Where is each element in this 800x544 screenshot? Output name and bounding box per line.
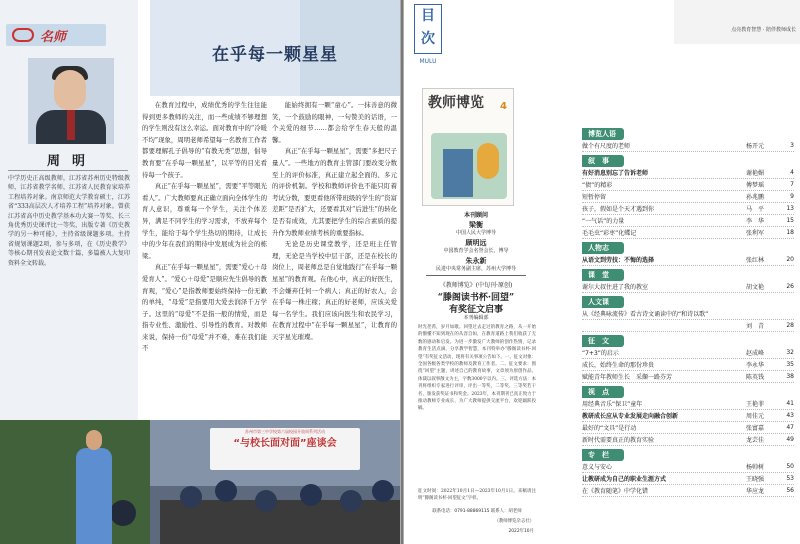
publish-date: 2022年10月 <box>508 529 534 534</box>
toc-entry[interactable] <box>582 227 794 239</box>
toc-entry[interactable] <box>582 359 794 371</box>
advisor-title: 中国教育学会名誉会长，博导 <box>443 248 509 254</box>
toc-page: 47 <box>786 424 794 431</box>
toc-page: 43 <box>786 412 794 419</box>
toc-author: 李 华 <box>746 218 765 225</box>
author-name: 周明 <box>46 154 97 169</box>
toc-entry[interactable] <box>582 215 794 227</box>
contents-heading <box>414 4 442 54</box>
toc-page: 20 <box>786 256 794 263</box>
contest-body: 时光荏苒，岁月如歌。回望过去走过的教育之路，从一开始的懵懂不知到现在的从容自如，在教育道路上我们收获了无数的感动和启发。为进一步激发广大教师的创作热情，记录教育生活点滴，分享教学智慧，本刊特举办“滕阁读书杯·回望”有奖征文活动，现将有关事项公告如下。一、征文对象：全国各级各类学校的教师及教育工作者。二、征文要求：围绕“回望”主题，讲述自己的教育故事，文章须为原创作品，体裁以叙事散文为主，字数3000字以内。三、评选方法：本刊将组织专家进行评审，评出一等奖、二等奖、三等奖若干名，颁发获奖证书和奖金。2023年，本刊期刊已真正致力于推动教师专业成长，为广大教师提供交流平台，欢迎踊跃投稿。 <box>418 325 536 412</box>
toc-title: 最好的“文具”是行动 <box>582 425 637 432</box>
toc-page: 4 <box>790 169 794 176</box>
meeting-photo <box>0 420 400 544</box>
toc-page: 41 <box>786 400 794 407</box>
paragraph: 能始终拥有一颗“童心”。一抹善意的微笑，一个鼓励的眼神，一句赞美的话语，一个关爱的细节……都会给学生春天般的温馨。 <box>272 101 397 144</box>
toc-entry[interactable] <box>582 191 794 203</box>
banner-title: “与校长面对面”座谈会 <box>233 438 337 449</box>
toc-page: 28 <box>786 322 794 329</box>
toc-author: 孙兆鹏 <box>746 194 765 201</box>
toc-entry[interactable] <box>582 398 794 410</box>
toc-page: 35 <box>786 361 794 368</box>
toc-page: 18 <box>786 229 794 236</box>
toc-author: 马 平 <box>746 206 765 213</box>
contact-info: 联系电话：0791-88869115 联系人：胡老师 <box>432 509 522 514</box>
toc-entry[interactable] <box>582 422 794 434</box>
toc-entry[interactable] <box>582 254 794 266</box>
toc-title: 意义与安心 <box>582 464 613 471</box>
toc-title: 让教研成为自己的职业生涯方式 <box>582 476 667 483</box>
toc-author: 王艳菲 <box>746 401 765 408</box>
toc-entry[interactable] <box>582 410 794 422</box>
toc-entry[interactable] <box>582 371 794 383</box>
toc-author: 华应龙 <box>746 488 765 495</box>
toc-author: 王晓强 <box>746 476 765 483</box>
toc-title: 成长，始终生命的那份珍贵 <box>582 362 655 369</box>
toc-entry[interactable] <box>582 167 794 179</box>
toc-page: 15 <box>786 217 794 224</box>
toc-title: 教研成长应从专业发展走向融合创新 <box>582 413 679 420</box>
toc-page: 26 <box>786 283 794 290</box>
toc-page: 3 <box>790 142 794 149</box>
section-heading: 视 点 <box>582 386 624 398</box>
attendee <box>300 484 322 506</box>
toc-page: 13 <box>786 205 794 212</box>
toc-page: 56 <box>786 487 794 494</box>
toc-entry[interactable] <box>582 308 794 320</box>
advisor-title: 中国人民大学博导 <box>455 230 496 236</box>
section-heading: 征 文 <box>582 335 624 347</box>
article-column-2 <box>272 100 397 343</box>
toc-title: 谢尔大叔住进了我的教室 <box>582 284 649 291</box>
paragraph: 无论是历史课堂教学，还是班主任管理，无论是当学校中层干部，还是在校长的岗位上，周老师总是自觉地践行“在乎每一颗星星”的教育观。在他心中，真正的好医生，不会嫌弃任何一个病人；真正的好农人，会在乎每一株庄稼；真正的好老师，应该关爱每一名学生。我们应该向医生和农民学习，在教育过程中“在乎每一颗星星”，让教育的天宇星光璀璨。 <box>272 240 397 341</box>
article-title: 在乎每一颗星星 <box>212 45 338 65</box>
contest-title: 有奖征文启事 <box>448 305 503 315</box>
toc-author: 周佳元 <box>746 413 765 420</box>
toc-title: 从语文到劳技：不悔的选择 <box>582 257 655 264</box>
contents-char: 目 <box>421 8 435 24</box>
paragraph: 真正“在乎每一颗星星”，需要“多把尺子量人”。一些地方的教育主管部门要改变分数至上的评价标准，真正建立起全面的、多元的评价机制。学校和教师评价也不能只盯着考试分数，要更看他所带班级的学生的“资富差距”是否扩大，还要看其对“后进生”的转化是否有成效，尤其要把学生的综合素质的提升作为教师业绩考核的重要指标。 <box>272 147 397 237</box>
toc-entry[interactable] <box>582 461 794 473</box>
article-column-1 <box>142 100 267 355</box>
attendee <box>255 490 277 512</box>
toc-title: 赋能青年教师生长 采撷一路芬芳 <box>582 374 673 381</box>
toc-author: 赵成峰 <box>746 350 765 357</box>
contest-byline: 本刊编辑部 <box>463 315 489 321</box>
banner-subtitle: 苏州市第三中学校第六届校园开放周系列活动 <box>245 429 325 434</box>
toc-entry[interactable] <box>582 485 794 497</box>
contest-label: 《教师博览》(中旬刊·原创) <box>439 282 513 289</box>
column-label: 名师 <box>40 29 67 45</box>
toc-author: 谢艳媚 <box>746 170 765 177</box>
logo-swirl-icon <box>12 28 34 42</box>
toc-entry[interactable] <box>582 320 794 332</box>
author-portrait <box>28 58 114 144</box>
toc-author: 龙芸佳 <box>746 437 765 444</box>
advisors-label: 本刊顾问 <box>463 212 488 219</box>
table-of-contents <box>582 125 794 497</box>
contents-char: 次 <box>421 31 435 47</box>
toc-entry[interactable] <box>582 434 794 446</box>
toc-author: 张红林 <box>746 257 765 264</box>
toc-title: “一气话”的力量 <box>582 218 625 225</box>
paragraph: 真正“在乎每一颗星星”，需要“爱心＋母爱育人”。“爱心＋母爱”是顺应先生倡导的教育观，“爱心”是指教师要始终保持一份无歉的单纯，“母爱”是指要用大爱去润泽千万学子。这里的“母爱”不是指一般的情爱，而是指专业性、激励性、引导性的教育。对教师来说，保持一份“母爱”并不难，难在我们能不 <box>142 263 267 353</box>
section-heading: 人文课 <box>582 296 624 308</box>
toc-author: 刘 青 <box>746 323 765 330</box>
divider <box>8 170 128 171</box>
paragraph: 真正“在乎每一颗星星”，需要“平等眼光看人”。广大教师要真正确立面向全体学生的育人意识，尊重每一个学生，关注个体差异，满足不同学生的学习需求，不放弃每个学生，能给于每个学生热切的期待，让成长中的少年在我们的期待中发展成为社会的栋梁。 <box>142 182 267 260</box>
toc-page: 49 <box>786 436 794 443</box>
toc-title: 毛毛虫“彩枣”化蝶记 <box>582 230 637 237</box>
toc-entry[interactable] <box>582 281 794 293</box>
contest-title: “滕阁读书杯·回望” <box>437 293 515 303</box>
toc-title: “7+3”的启示 <box>582 350 619 357</box>
toc-title: 在《教育随笔》中学化错 <box>582 488 649 495</box>
advisor-title: 民进中央常务副主席，苏州大学博导 <box>435 266 516 272</box>
toc-page: 32 <box>786 349 794 356</box>
attendee <box>215 480 237 502</box>
toc-title: “债”的精彩 <box>582 182 613 189</box>
magazine-cover <box>422 88 514 206</box>
toc-title: 从《经典咏流传》看古诗文诵读中的“和诗以歌” <box>582 311 709 318</box>
toc-page: 9 <box>790 193 794 200</box>
toc-entry[interactable] <box>582 347 794 359</box>
toc-author: 杨帅树 <box>746 464 765 471</box>
attendee <box>180 486 202 508</box>
section-heading: 专 栏 <box>582 449 624 461</box>
toc-author: 李永华 <box>746 362 765 369</box>
section-heading: 人物志 <box>582 242 624 254</box>
toc-author: 张富嘉 <box>746 425 765 432</box>
toc-author: 陈英钱 <box>746 374 765 381</box>
toc-title: 短暂停留 <box>582 194 607 201</box>
contents-page <box>404 0 800 544</box>
divider <box>426 275 526 276</box>
toc-page: 38 <box>786 373 794 380</box>
header-strip <box>674 0 800 44</box>
toc-page: 50 <box>786 463 794 470</box>
contest-dates: 征文时间：2022年10月1日—2023年10月1日。来稿请注明“滕阁读书杯·回望征文”字样。 <box>418 489 536 501</box>
advisor-name: 梁衡 <box>469 220 483 229</box>
toc-entry[interactable] <box>582 140 794 152</box>
toc-title: 用经典音乐“保卫”童年 <box>582 401 643 408</box>
section-heading: 叙 事 <box>582 155 624 167</box>
author-bio: 中学历史正高级教师，江苏省苏州历史特级教师，江苏省教学名师，江苏省人民教育家培养工程培养对象。南京师范大学教育硕士，江苏省“333高层次人才培养工程”培养对象。曾获江苏省高中历史教学基本功大赛一等奖、长三角优秀历史课评比一等奖，出版专著《历史教学的另一种可能》，主持省级课题多项。主持省规划课题2项，参与多项，在《历史教学》等核心期刊发表论文数十篇，多篇被人大复印资料全文转载。 <box>8 175 130 267</box>
speaker <box>74 428 114 544</box>
toc-title: 新时代需要真正的教育实验 <box>582 437 655 444</box>
section-heading: 博览人语 <box>582 128 624 140</box>
toc-page: 7 <box>790 181 794 188</box>
paragraph: 在教育过程中，成绩优秀的学生往往能得到更多教师的关注，而一些成绩不够理想的学生则没有这么幸运。面对教育中的“冷暖不均”现象，周明老师希望每一名教育工作者都要理解孔子倡导的“有教无类”思想，倡导教育要“在乎每一颗星星”，以平等的目光看待每一个孩子。 <box>142 101 267 179</box>
toc-title: 有好消息别忘了告诉老师 <box>582 170 649 177</box>
advisor-name: 顾明远 <box>465 238 487 247</box>
toc-author: 张利军 <box>746 230 765 237</box>
cover-issue: 4 <box>500 101 507 112</box>
toc-entry[interactable] <box>582 203 794 215</box>
toc-entry[interactable] <box>582 179 794 191</box>
toc-author: 胡文艳 <box>746 284 765 291</box>
section-heading: 课 堂 <box>582 269 624 281</box>
magazine-slogan: 点亮教育智慧 · 陪伴教师成长 <box>731 27 796 33</box>
toc-page: 53 <box>786 475 794 482</box>
attendee <box>340 490 362 512</box>
toc-author: 杨开元 <box>746 143 765 150</box>
publisher: （教师博览杂志社） <box>494 519 534 524</box>
column-logo <box>6 24 106 46</box>
advisor-name: 朱永新 <box>465 256 487 265</box>
contents-heading-en: MULU <box>419 58 437 65</box>
toc-title: 孩子，假如是个天才遇到你 <box>582 206 655 213</box>
meeting-banner <box>210 428 360 470</box>
toc-title: 做个有尺度的老师 <box>582 143 631 150</box>
toc-entry[interactable] <box>582 473 794 485</box>
cover-title: 教师博览 <box>428 95 484 111</box>
attendee <box>372 480 394 502</box>
toc-author: 傅梦瑶 <box>746 182 765 189</box>
